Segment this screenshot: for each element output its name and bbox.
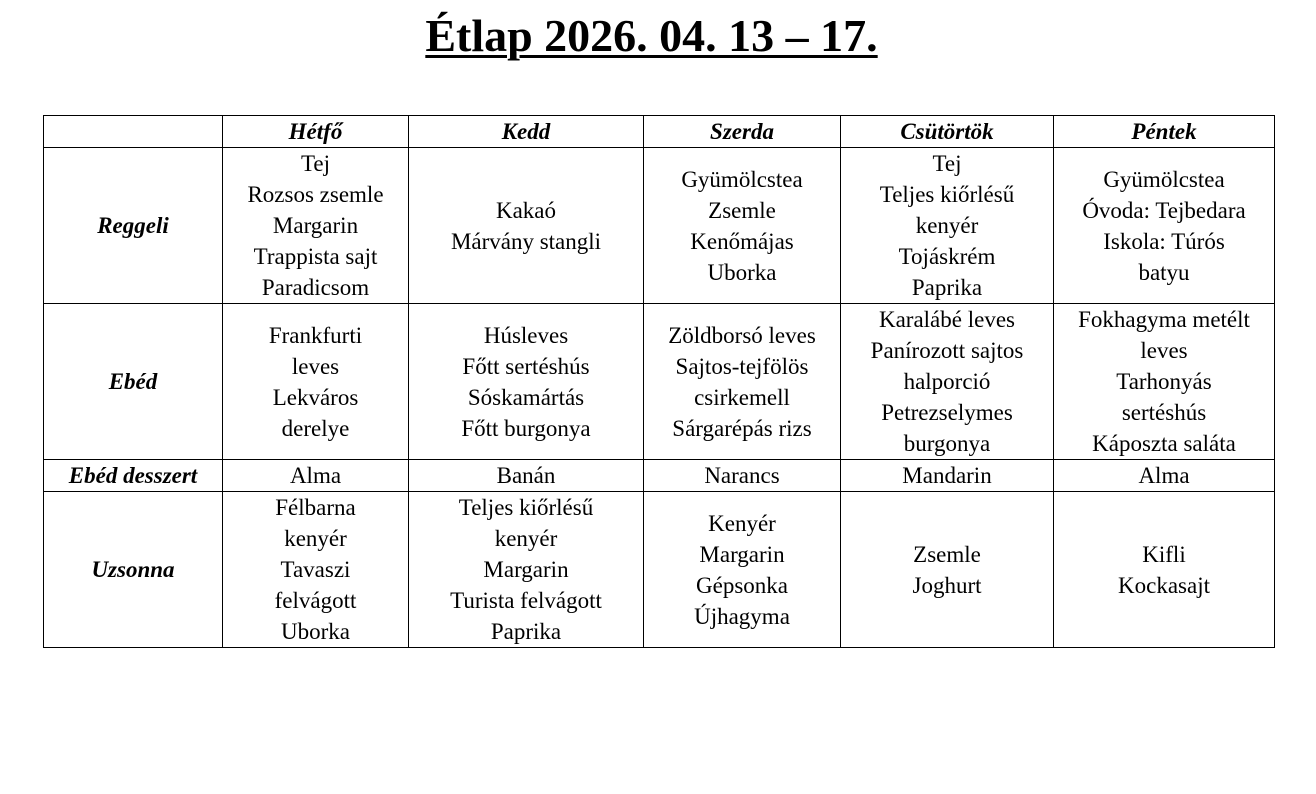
menu-item: Alma bbox=[289, 463, 342, 488]
menu-cell-tuesday bbox=[409, 460, 644, 492]
menu-item: burgonya bbox=[903, 431, 991, 456]
menu-cell-thursday bbox=[841, 304, 1054, 460]
table-header-row bbox=[44, 116, 1275, 148]
menu-item: Narancs bbox=[704, 463, 780, 488]
page-title: Étlap 2026. 04. 13 – 17. bbox=[425, 10, 878, 61]
menu-cell-friday bbox=[1054, 460, 1275, 492]
menu-item: Zsemle bbox=[708, 197, 776, 223]
menu-item: Karalábé leves bbox=[878, 307, 1015, 332]
menu-item: Paradicsom bbox=[261, 275, 370, 300]
corner-cell bbox=[44, 116, 223, 148]
menu-item: Félbarna bbox=[275, 495, 356, 520]
menu-item: Trappista sajt bbox=[253, 244, 378, 269]
menu-item: Kenyér bbox=[708, 510, 776, 536]
menu-item: sertéshús bbox=[1121, 400, 1207, 425]
menu-item: Uborka bbox=[281, 619, 350, 644]
menu-cell-tuesday bbox=[409, 492, 644, 648]
table-row bbox=[44, 304, 1275, 460]
menu-item: Kifli bbox=[1142, 541, 1186, 567]
table-row bbox=[44, 148, 1275, 304]
menu-item: Iskola: Túrós bbox=[1103, 228, 1225, 254]
menu-item: kenyér bbox=[284, 526, 347, 551]
menu-item: Margarin bbox=[483, 557, 569, 582]
menu-item: kenyér bbox=[494, 526, 558, 551]
menu-item: kenyér bbox=[915, 213, 979, 238]
menu-item: csirkemell bbox=[694, 384, 790, 410]
menu-cell-thursday bbox=[841, 492, 1054, 648]
menu-cell-monday bbox=[223, 304, 409, 460]
menu-item: Főtt sertéshús bbox=[462, 353, 590, 379]
menu-cell-monday bbox=[223, 492, 409, 648]
menu-item: leves bbox=[1140, 338, 1188, 363]
menu-cell-friday bbox=[1054, 492, 1275, 648]
menu-cell-monday bbox=[223, 148, 409, 304]
menu-item: Paprika bbox=[490, 619, 562, 644]
day-header-friday: Péntek bbox=[1054, 116, 1275, 148]
menu-item: felvágott bbox=[274, 588, 357, 613]
menu-item: Húsleves bbox=[483, 322, 569, 348]
menu-item: Joghurt bbox=[912, 572, 982, 598]
menu-item: Káposzta saláta bbox=[1092, 431, 1236, 456]
menu-item: Mandarin bbox=[902, 463, 992, 488]
menu-item: halporció bbox=[903, 369, 991, 394]
menu-item: Frankfurti bbox=[268, 322, 363, 348]
menu-cell-thursday bbox=[841, 460, 1054, 492]
menu-cell-tuesday bbox=[409, 304, 644, 460]
menu-item: Kakaó bbox=[495, 197, 557, 223]
menu-item: Margarin bbox=[699, 541, 785, 567]
menu-item: Kenőmájas bbox=[690, 228, 794, 254]
menu-item: batyu bbox=[1138, 259, 1190, 285]
menu-item: Kockasajt bbox=[1118, 572, 1210, 598]
menu-item: Újhagyma bbox=[694, 603, 790, 629]
menu-item: Petrezselymes bbox=[881, 400, 1013, 425]
menu-item: Óvoda: Tejbedara bbox=[1082, 197, 1246, 223]
menu-cell-friday bbox=[1054, 304, 1275, 460]
menu-cell-thursday bbox=[841, 148, 1054, 304]
menu-item: Uborka bbox=[707, 259, 777, 285]
menu-item: Tej bbox=[932, 151, 962, 176]
menu-item: Paprika bbox=[911, 275, 983, 300]
menu-item: Gyümölcstea bbox=[1103, 166, 1225, 192]
menu-item: Zöldborsó leves bbox=[668, 322, 816, 348]
day-header-monday: Hétfő bbox=[223, 116, 409, 148]
menu-item: Főtt burgonya bbox=[461, 415, 591, 441]
menu-cell-tuesday bbox=[409, 148, 644, 304]
menu-cell-wednesday bbox=[644, 148, 841, 304]
meal-label: Uzsonna bbox=[44, 492, 223, 648]
menu-item: Tojáskrém bbox=[898, 244, 996, 269]
menu-item: Sóskamártás bbox=[467, 384, 585, 410]
day-header-thursday: Csütörtök bbox=[841, 116, 1054, 148]
day-header-wednesday: Szerda bbox=[644, 116, 841, 148]
menu-item: Alma bbox=[1138, 463, 1190, 488]
menu-cell-friday bbox=[1054, 148, 1275, 304]
menu-item: derelye bbox=[281, 415, 350, 441]
table-row bbox=[44, 460, 1275, 492]
menu-cell-wednesday bbox=[644, 460, 841, 492]
meal-label: Ebéd desszert bbox=[44, 460, 223, 492]
menu-item: Panírozott sajtos bbox=[870, 338, 1024, 363]
menu-item: Fokhagyma metélt bbox=[1078, 307, 1250, 332]
menu-item: Banán bbox=[496, 463, 556, 488]
menu-item: Márvány stangli bbox=[450, 228, 602, 254]
day-header-tuesday: Kedd bbox=[409, 116, 644, 148]
meal-label: Reggeli bbox=[44, 148, 223, 304]
menu-item: Teljes kiőrlésű bbox=[458, 495, 594, 520]
menu-item: Teljes kiőrlésű bbox=[879, 182, 1015, 207]
menu-cell-wednesday bbox=[644, 304, 841, 460]
table-row bbox=[44, 492, 1275, 648]
menu-item: Gyümölcstea bbox=[681, 166, 803, 192]
menu-table bbox=[43, 115, 1275, 648]
menu-item: Tarhonyás bbox=[1116, 369, 1212, 394]
menu-item: Tej bbox=[300, 151, 331, 176]
menu-cell-monday bbox=[223, 460, 409, 492]
meal-label: Ebéd bbox=[44, 304, 223, 460]
menu-item: Tavaszi bbox=[280, 557, 351, 582]
menu-item: Rozsos zsemle bbox=[247, 182, 384, 207]
menu-item: Margarin bbox=[272, 213, 359, 238]
menu-item: Sajtos-tejfölös bbox=[675, 353, 809, 379]
menu-item: Zsemle bbox=[913, 541, 981, 567]
menu-item: Gépsonka bbox=[696, 572, 788, 598]
menu-item: Lekváros bbox=[272, 384, 359, 410]
menu-item: leves bbox=[291, 353, 340, 379]
menu-cell-wednesday bbox=[644, 492, 841, 648]
menu-item: Turista felvágott bbox=[450, 588, 602, 613]
menu-item: Sárgarépás rizs bbox=[672, 415, 812, 441]
